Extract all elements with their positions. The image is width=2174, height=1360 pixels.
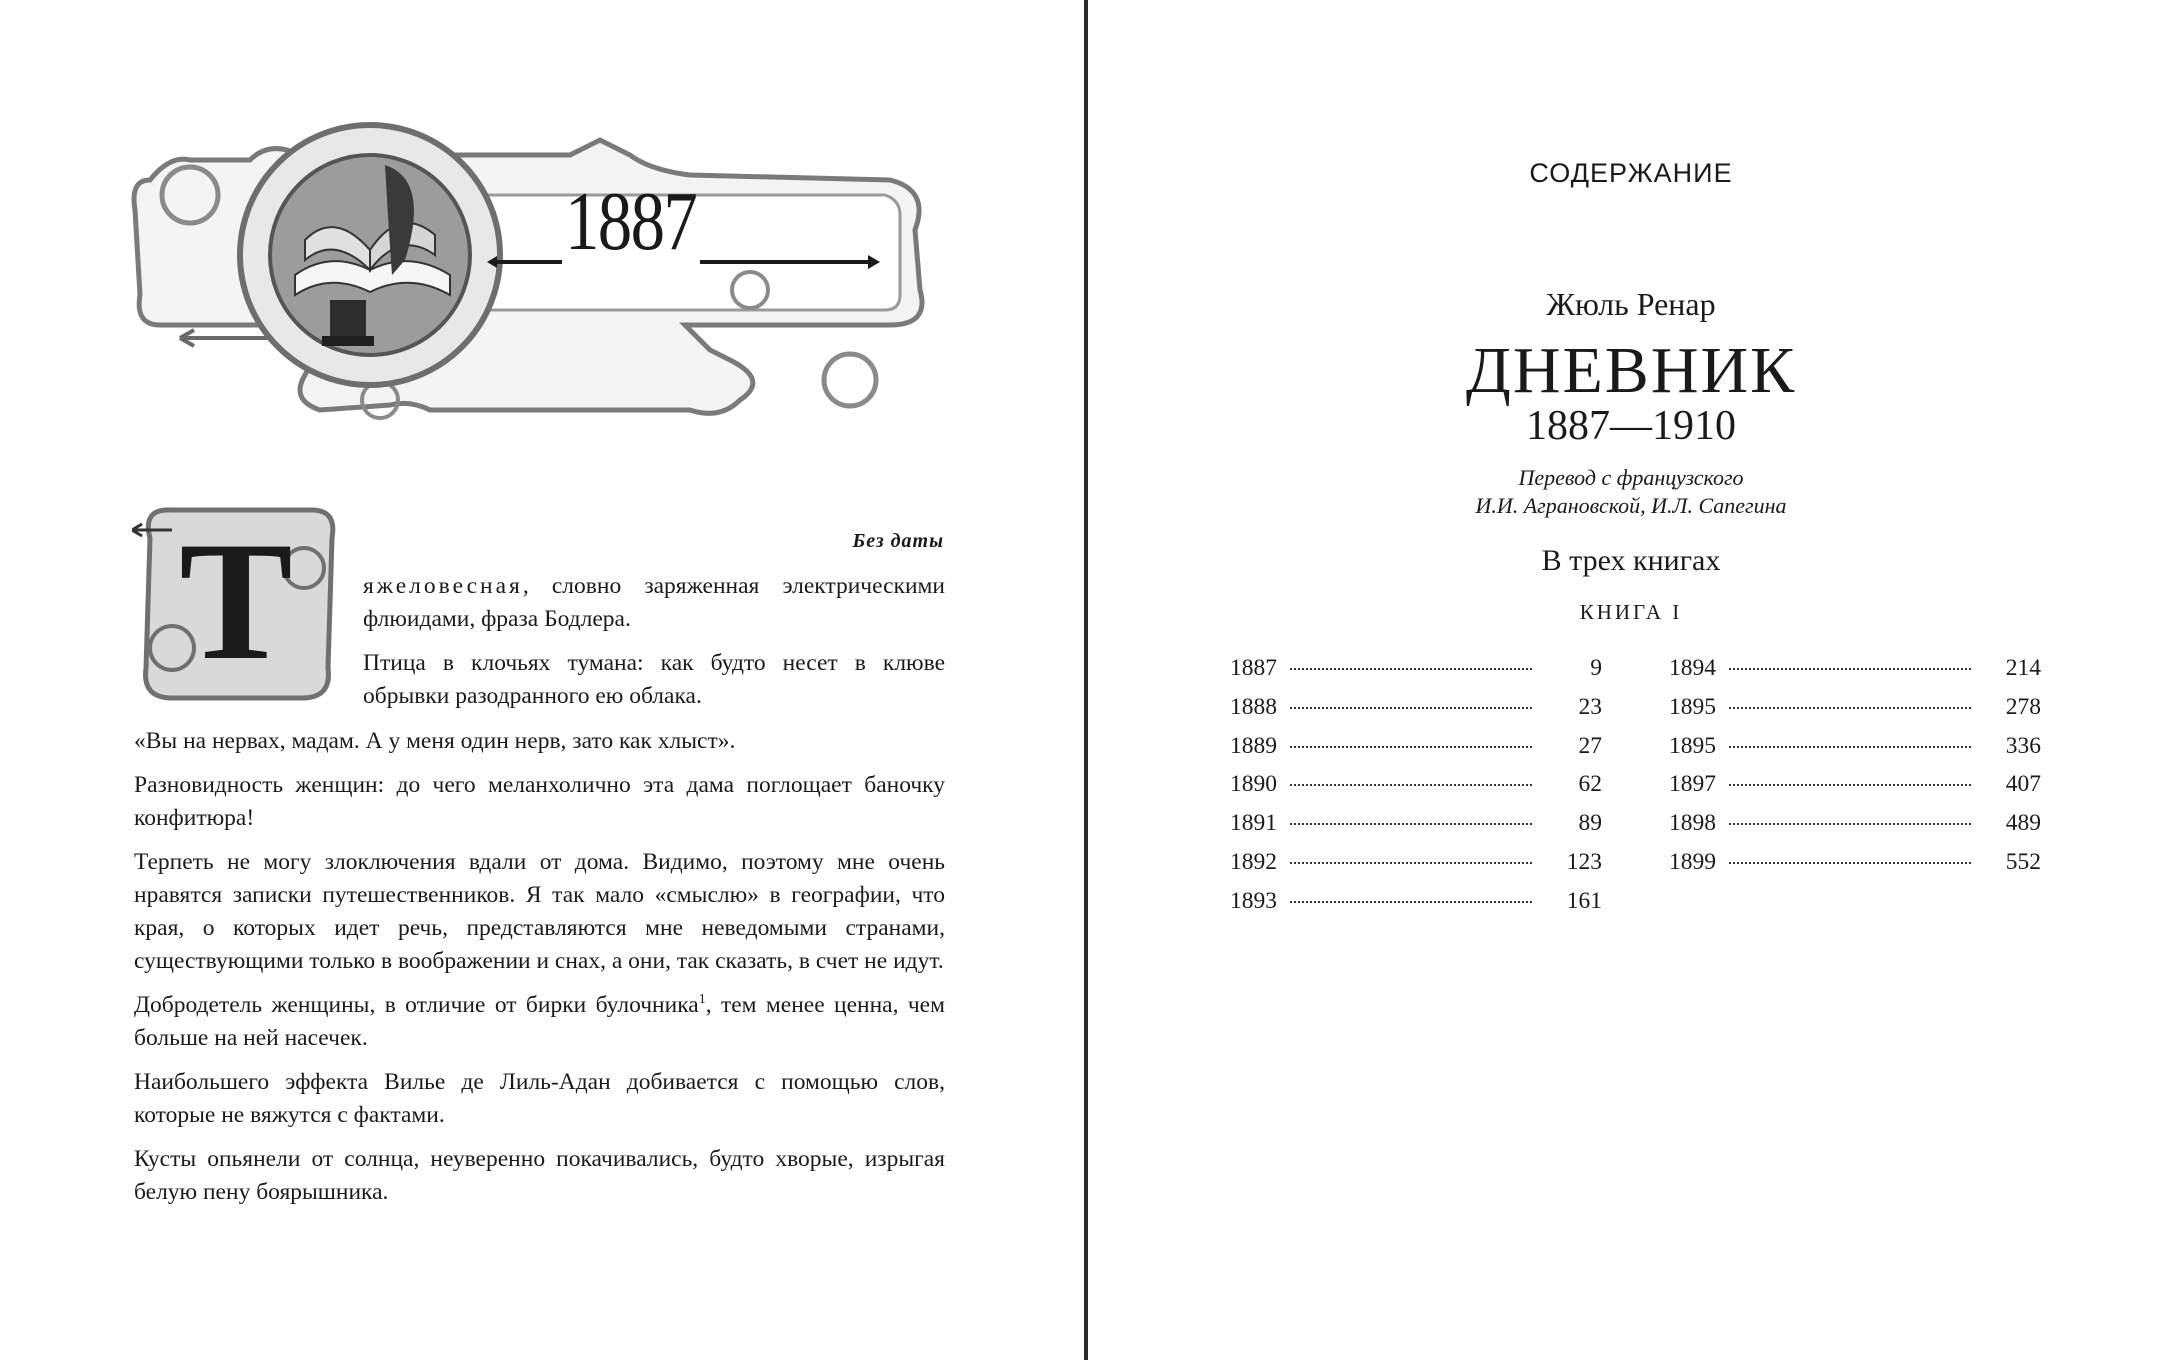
book-years: 1887—1910 xyxy=(1526,403,1736,449)
paragraph: Терпеть не могу злоключения вдали от дома. Видимо, поэтому мне очень нравятся записки путешественников. Я так мало «смыслю» в географии, что края, о которых идет речь, представляются мне неведомыми странами, существующими только в воображении и снах, а они, так сказать, в счет не идут. xyxy=(134,849,945,974)
toc-heading: СОДЕРЖАНИЕ xyxy=(1529,158,1733,188)
lead-rest: , словно заряженная электрическими флюидами, фраза Бодлера. xyxy=(363,573,945,632)
toc-year: 1888 xyxy=(1230,693,1277,720)
lead-second-paragraph: Птица в клочьях тумана: как будто несет в клюве обрывки разодранного ею облака. xyxy=(363,650,945,709)
paragraph-with-footnote xyxy=(134,989,945,1055)
left-page xyxy=(0,0,1084,1360)
toc-column-right xyxy=(1669,655,2041,888)
toc-leader xyxy=(1729,862,1971,864)
toc-page-number: 62 xyxy=(1578,771,1602,798)
toc-leader xyxy=(1729,707,1971,709)
translation-line: И.И. Аграновской, И.Л. Сапегина xyxy=(1475,493,1787,518)
toc-entry[interactable] xyxy=(1230,849,1602,888)
toc-entry[interactable] xyxy=(1669,694,2041,733)
toc-year: 1894 xyxy=(1669,655,1716,681)
toc-year: 1891 xyxy=(1230,810,1277,837)
toc-page-number: 214 xyxy=(2005,655,2041,681)
toc-entry[interactable] xyxy=(1230,733,1602,772)
lead-spaced-word: яжеловесная xyxy=(363,573,523,599)
books-count: В трех книгах xyxy=(1541,544,1721,577)
toc-entry[interactable] xyxy=(1669,810,2041,849)
toc-leader xyxy=(1729,823,1971,825)
toc-page-number: 123 xyxy=(1566,848,1602,875)
paragraph: Наибольшего эффекта Вилье де Лиль-Адан добивается с помощью слов, которые не вяжутся с фактами. xyxy=(134,1069,945,1128)
toc-year: 1895 xyxy=(1669,693,1716,720)
toc-page-number: 89 xyxy=(1578,810,1602,837)
toc-year: 1897 xyxy=(1669,771,1716,798)
book-title: ДНЕВНИК xyxy=(1465,334,1797,407)
toc-year: 1893 xyxy=(1230,887,1277,914)
toc-year: 1892 xyxy=(1230,848,1277,875)
toc-page-number: 27 xyxy=(1578,732,1602,759)
toc-column-left xyxy=(1230,655,1602,927)
toc-leader xyxy=(1290,746,1532,748)
toc-leader xyxy=(1290,707,1532,709)
ornament-scroll xyxy=(824,354,876,406)
dropcap-ornament xyxy=(132,498,340,708)
toc-entry[interactable] xyxy=(1669,849,2041,888)
toc-leader xyxy=(1290,862,1532,864)
translation-credit xyxy=(1088,464,2174,520)
toc-page-number: 161 xyxy=(1566,887,1602,914)
toc-leader xyxy=(1290,823,1532,825)
toc-entry[interactable] xyxy=(1669,733,2041,772)
toc-leader xyxy=(1729,784,1971,786)
toc-year: 1895 xyxy=(1669,732,1716,759)
toc-entry[interactable] xyxy=(1669,771,2041,810)
toc-year: 1887 xyxy=(1230,655,1277,681)
toc-page-number: 489 xyxy=(2005,810,2041,837)
toc-entry[interactable] xyxy=(1230,694,1602,733)
toc-page-number: 23 xyxy=(1578,693,1602,720)
body-text xyxy=(134,725,945,1220)
translation-line: Перевод с французского xyxy=(1518,465,1744,490)
paragraph: Кусты опьянели от солнца, неуверенно покачивались, будто хворые, изрыгая белую пену боярышника. xyxy=(134,1146,945,1205)
toc-leader xyxy=(1729,668,1971,670)
ornament-header xyxy=(130,100,950,440)
toc-leader xyxy=(1290,668,1532,670)
toc-year: 1890 xyxy=(1230,771,1277,798)
toc-page-number: 407 xyxy=(2005,771,2041,798)
book-label: КНИГА I xyxy=(1579,600,1683,624)
toc-year: 1899 xyxy=(1669,848,1716,875)
inkwell-icon xyxy=(330,300,366,340)
toc-entry[interactable] xyxy=(1230,771,1602,810)
toc-page-number: 278 xyxy=(2005,693,2041,720)
toc-leader xyxy=(1290,784,1532,786)
footnote-mark[interactable]: 1 xyxy=(698,992,706,1008)
toc-leader xyxy=(1290,901,1532,903)
year-heading: 1887 xyxy=(565,175,697,268)
footnote-para-after: , тем менее ценна, чем больше на ней насечек. xyxy=(134,992,945,1051)
paragraph: «Вы на нервах, мадам. А у меня один нерв, зато как хлыст». xyxy=(134,728,736,754)
toc-entry[interactable] xyxy=(1669,655,2041,694)
author: Жюль Ренар xyxy=(1546,286,1716,322)
dropcap-letter: Т xyxy=(179,507,293,695)
paragraph: Разновидность женщин: до чего меланхолично эта дама поглощает баночку конфитюра! xyxy=(134,772,945,831)
date-note: Без даты xyxy=(852,530,944,552)
footnote-para-before: Добродетель женщины, в отличие от бирки булочника xyxy=(134,992,699,1018)
toc-page-number: 9 xyxy=(1590,655,1602,681)
right-page xyxy=(1088,0,2174,1360)
lead-paragraph xyxy=(363,570,945,636)
toc-year: 1898 xyxy=(1669,810,1716,837)
toc-entry[interactable] xyxy=(1230,655,1602,694)
toc-entry[interactable] xyxy=(1230,888,1602,927)
toc-page-number: 552 xyxy=(2005,848,2041,875)
lead-block xyxy=(363,570,945,724)
toc-year: 1889 xyxy=(1230,732,1277,759)
toc-leader xyxy=(1729,746,1971,748)
toc-entry[interactable] xyxy=(1230,810,1602,849)
toc-page-number: 336 xyxy=(2005,732,2041,759)
